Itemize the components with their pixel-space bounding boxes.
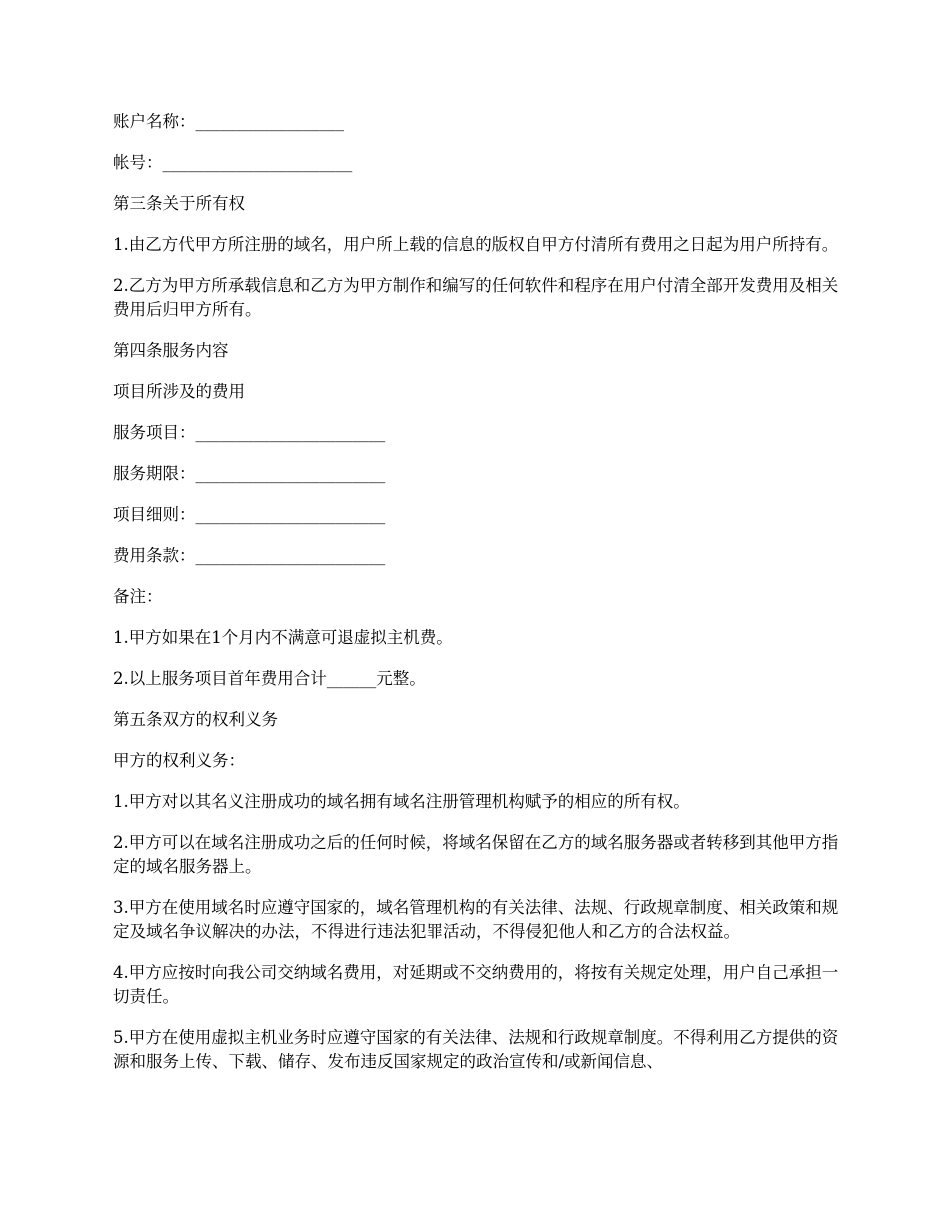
party-a-clause-5: 5.甲方在使用虚拟主机业务时应遵守国家的有关法律、法规和行政规章制度。不得利用乙方提供的资源和服务上传、下载、储存、发布违反国家规定的政治宣传和/或新闻信息、 [113,1028,839,1071]
party-a-rights-heading: 甲方的权利义务： [113,751,245,770]
party-a-clause-3: 3.甲方在使用域名时应遵守国家的，域名管理机构的有关法律、法规、行政规章制度、相关政策和规定及域名争议解决的办法，不得进行违法犯罪活动，不得侵犯他人和乙方的合法权益。 [113,898,839,941]
project-details-line: 项目细则：_______________________ [113,505,386,524]
account-name-line: 账户名称：__________________ [113,112,344,131]
remarks-heading: 备注： [113,587,163,606]
article-3-heading: 第三条关于所有权 [113,194,245,213]
service-period-line: 服务期限：_______________________ [113,464,386,483]
article-4-heading: 第四条服务内容 [113,341,229,360]
remark-2: 2.以上服务项目首年费用合计______元整。 [113,669,426,688]
account-number-line: 帐号：_______________________ [113,153,353,172]
party-a-clause-1: 1.甲方对以其名义注册成功的域名拥有域名注册管理机构赋予的相应的所有权。 [113,792,690,811]
article-3-clause-2: 2.乙方为甲方所承载信息和乙方为甲方制作和编写的任何软件和程序在用户付清全部开发费用及相关费用后归甲方所有。 [113,276,839,319]
article-5-heading: 第五条双方的权利义务 [113,710,278,729]
party-a-clause-2: 2.甲方可以在域名注册成功之后的任何时候，将域名保留在乙方的域名服务器或者转移到其他甲方指定的域名服务器上。 [113,833,839,876]
fee-terms-line: 费用条款：_______________________ [113,546,386,565]
article-3-clause-1: 1.由乙方代甲方所注册的域名，用户所上载的信息的版权自甲方付清所有费用之日起为用户所持有。 [113,235,839,254]
document-page [113,110,843,1091]
remark-1: 1.甲方如果在1个月内不满意可退虚拟主机费。 [113,628,453,647]
service-item-line: 服务项目：_______________________ [113,423,386,442]
party-a-clause-4: 4.甲方应按时向我公司交纳域名费用，对延期或不交纳费用的，将按有关规定处理，用户自己承担一切责任。 [113,963,839,1006]
project-fees-heading: 项目所涉及的费用 [113,382,245,401]
